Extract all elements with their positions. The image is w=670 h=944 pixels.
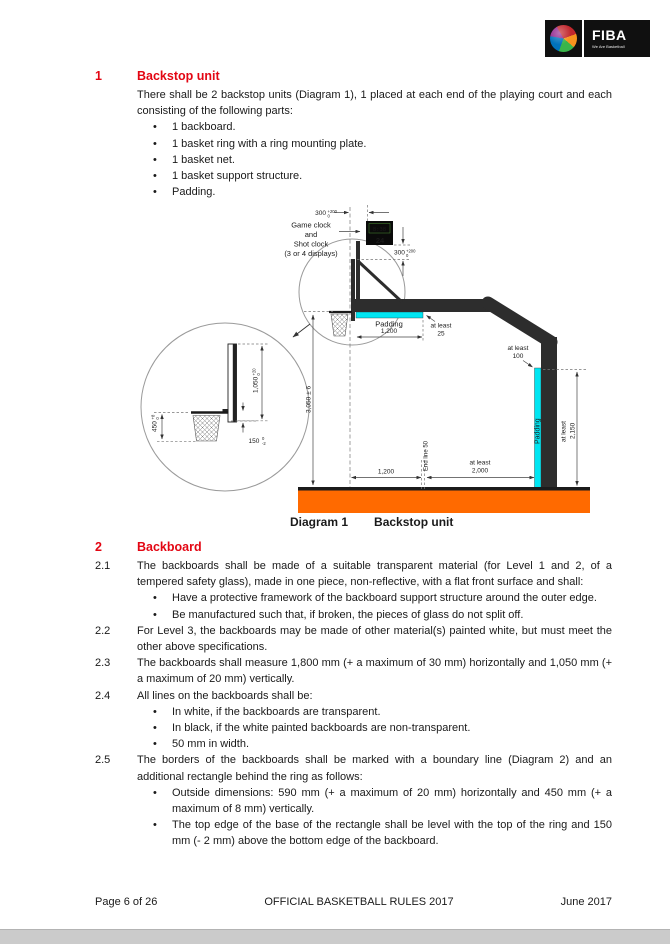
inset-net xyxy=(193,416,220,442)
svg-text:(3 or 4 displays): (3 or 4 displays) xyxy=(284,249,338,258)
svg-text:Game clock: Game clock xyxy=(291,220,331,230)
fiba-ball-icon xyxy=(545,20,582,57)
rule-item xyxy=(95,655,612,687)
magnifier-arrow-icon xyxy=(293,324,310,337)
svg-text:1,200: 1,200 xyxy=(377,468,395,476)
list-item: • 1 basket support structure. xyxy=(137,168,612,184)
svg-text:0: 0 xyxy=(155,417,161,420)
dim-net-length xyxy=(150,413,197,442)
svg-text:+8: +8 xyxy=(150,414,156,420)
svg-text:1,200: 1,200 xyxy=(380,328,398,335)
diagonal-brace xyxy=(359,262,402,302)
svg-text:at least: at least xyxy=(560,421,568,442)
section1-heading xyxy=(95,68,612,85)
svg-text:450: 450 xyxy=(151,421,159,432)
svg-text:2,150: 2,150 xyxy=(569,422,577,439)
backboard-detail-inset xyxy=(150,344,269,446)
section1-intro: There shall be 2 backstop units (Diagram 1), 1 placed at each end of the playing court and each consisting of the following parts: xyxy=(137,89,612,118)
diagram-caption-title: Backstop unit xyxy=(374,515,454,529)
section2-number: 2 xyxy=(95,540,102,554)
fiba-brand: FIBA xyxy=(592,26,627,43)
list-item: • Outside dimensions: 590 mm (+ a maximum of 20 mm) horizontally and 450 mm (+ a maximum of 8 mm) vertically. xyxy=(137,785,612,817)
floor xyxy=(298,491,590,514)
section-backstop-unit xyxy=(95,68,612,200)
svg-text:+200: +200 xyxy=(327,208,337,214)
list-item: • 50 mm in width. xyxy=(137,736,612,752)
clock-pole xyxy=(356,241,360,301)
end-line-marker xyxy=(422,440,430,489)
svg-text:1,050: 1,050 xyxy=(252,376,260,393)
svg-text:0: 0 xyxy=(256,373,262,376)
diagram-caption-label: Diagram 1 xyxy=(290,515,349,529)
detail-circle xyxy=(141,323,309,491)
list-item: • Padding. xyxy=(137,184,612,200)
padding-top xyxy=(356,312,423,318)
dim-clock-offset-h xyxy=(315,205,389,221)
rule-text: All lines on the backboards shall be: xyxy=(137,689,313,702)
rule-item xyxy=(95,688,612,753)
fiba-tagline: We Are Basketball xyxy=(592,44,625,49)
footer-date: June 2017 xyxy=(560,896,612,908)
upright-column xyxy=(541,337,557,488)
rule-item xyxy=(95,623,612,655)
svg-text:+20: +20 xyxy=(251,368,257,376)
end-line-label: End line 50 xyxy=(423,440,430,471)
svg-text:and: and xyxy=(304,230,318,239)
footer-document-title: OFFICIAL BASKETBALL RULES 2017 xyxy=(264,896,454,908)
rule-number: 2.5 xyxy=(95,754,111,767)
rule-number: 2.2 xyxy=(95,624,111,637)
list-item: • 1 backboard. xyxy=(137,119,612,135)
shot-clock-digits: 24 xyxy=(375,236,385,245)
svg-text:-2: -2 xyxy=(262,440,266,446)
basket-net xyxy=(331,314,348,336)
floor-line xyxy=(298,487,590,491)
svg-text:300: 300 xyxy=(315,210,326,217)
diagram-caption xyxy=(290,515,453,529)
support-structure xyxy=(351,241,557,488)
section1-number: 1 xyxy=(95,69,102,83)
svg-text:3,050 ± 6: 3,050 ± 6 xyxy=(305,385,313,413)
backstop-unit-diagram xyxy=(130,195,630,513)
dim-endline-to-upright xyxy=(427,460,534,478)
section2-heading xyxy=(95,539,612,556)
rule-number: 2.1 xyxy=(95,560,111,572)
svg-text:at least: at least xyxy=(430,322,452,330)
rule-text: The borders of the backboards shall be marked with a boundary line (Diagram 2) and an additional rectangle behind the ring as follows: xyxy=(137,754,612,783)
page-footer xyxy=(95,896,612,908)
rule-number: 2.3 xyxy=(95,657,111,670)
svg-text:150: 150 xyxy=(248,438,260,445)
svg-text:at least: at least xyxy=(507,345,529,352)
padding-top-label: Padding xyxy=(375,319,403,329)
section-backboard xyxy=(95,539,612,850)
svg-text:+200: +200 xyxy=(406,248,416,254)
fiba-logo xyxy=(545,20,650,57)
padding-side-label: Padding xyxy=(534,418,542,444)
svg-text:at least: at least xyxy=(469,459,491,467)
list-item: • Have a protective framework of the backboard support structure around the outer edge. xyxy=(137,590,612,606)
svg-text:300: 300 xyxy=(394,249,405,257)
footer-page-number: Page 6 of 26 xyxy=(95,896,158,908)
fiba-logo-text xyxy=(584,20,650,57)
rule-text: For Level 3, the backboards may be made of other material(s) painted white, but must meet the other above specifications. xyxy=(137,624,612,654)
svg-text:Shot clock: Shot clock xyxy=(293,239,329,249)
rule-item xyxy=(95,558,612,623)
svg-text:2,000: 2,000 xyxy=(471,467,489,475)
clock-display xyxy=(366,221,393,245)
section1-title: Backstop unit xyxy=(137,69,220,83)
list-item: • The top edge of the base of the rectangle shall be level with the top of the ring and 150 mm (- 2 mm) above the bottom edge of the backboard. xyxy=(137,817,612,849)
dim-padding-thickness xyxy=(427,316,452,338)
game-clock-digits: 8:38 xyxy=(372,227,387,233)
svg-text:0: 0 xyxy=(406,253,409,259)
svg-text:0: 0 xyxy=(262,436,265,442)
dim-board-to-endline xyxy=(352,469,422,478)
list-item: • 1 basket ring with a ring mounting plate. xyxy=(137,136,612,152)
svg-text:0: 0 xyxy=(327,213,330,219)
section2-title: Backboard xyxy=(137,540,202,554)
svg-text:100: 100 xyxy=(512,353,524,360)
list-item: • 1 basket net. xyxy=(137,152,612,168)
rule-number: 2.4 xyxy=(95,689,111,702)
list-item: • In white, if the backboards are transparent. xyxy=(137,704,612,720)
dim-ring-height xyxy=(304,312,333,486)
rule-text: The backboards shall measure 1,800 mm (+ a maximum of 30 mm) horizontally and 1,050 mm (+ a maximum of 20 mm) vertically. xyxy=(137,657,612,686)
dim-upright-pad-top xyxy=(508,345,533,367)
rule-text: The backboards shall be made of a suitable transparent material (for Level 1 and 2, of a tempered safety glass), made in one piece, non-reflective, with a flat front surface and shall: xyxy=(137,560,612,589)
list-item: • Be manufactured such that, if broken, the pieces of glass do not split off. xyxy=(137,607,612,623)
svg-text:25: 25 xyxy=(437,330,445,338)
page-edge xyxy=(0,929,670,944)
list-item: • In black, if the white painted backboards are non-transparent. xyxy=(137,720,612,736)
rule-item xyxy=(95,752,612,849)
